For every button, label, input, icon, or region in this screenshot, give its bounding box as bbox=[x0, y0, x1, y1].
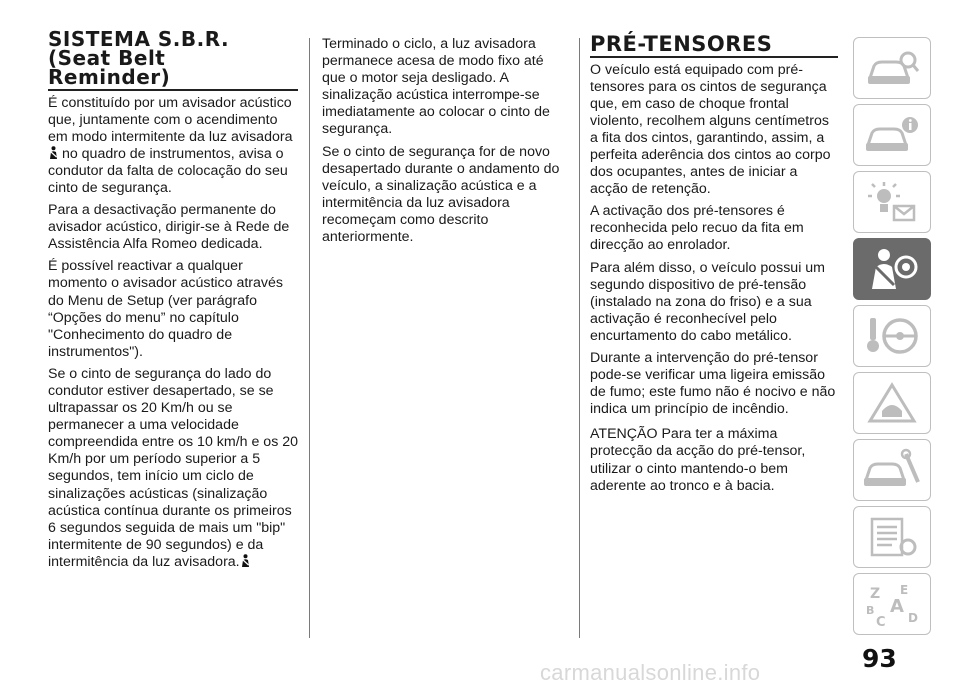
svg-text:A: A bbox=[890, 596, 904, 617]
tab-starting-driving[interactable] bbox=[853, 305, 931, 367]
svg-text:E: E bbox=[900, 583, 909, 597]
pretensores-paragraph-1: O veículo está equipado com pré-tensores para os cintos de segurança que, em caso de choque frontal violento, recolhem alguns centímetros a fita dos cintos, garantindo, assim, a perfeita aderência dos cintos ao corpo dos ocupantes, antes de iniciar a acção de retenção. bbox=[590, 61, 831, 198]
svg-text:C: C bbox=[876, 615, 886, 628]
seatbelt-warning-icon bbox=[240, 554, 250, 568]
steering-wheel-key-icon bbox=[862, 312, 922, 360]
middle-paragraph-2: Se o cinto de segurança for de novo desapertado durante o andamento do veículo, a sinalização acústica e a intermitência da luz avisadora recomeçam como descrito anteriormente. bbox=[322, 143, 560, 246]
tab-emergency[interactable] bbox=[853, 372, 931, 434]
sbr-paragraph-4: Se o cinto de segurança do lado do condutor estiver desapertado, se se ultrapassar os 20 Km/h ou se permanecer a uma velocidade compreendida entre os 10 km/h e os 20 Km/h por um período superior a 5 segundos, tem início um ciclo de sinalizações acústicas (sinalização acústica contínua durante os primeiros 6 segundos seguida de mais um "bip" intermitente de 90 segundos) e da intermitência da luz avisadora. bbox=[48, 365, 299, 570]
sbr-paragraph-1: É constituído por um avisador acústico que, juntamente com o acendimento em modo intermitente da luz avisadora no quadro de instrumentos, avisa o condutor da falta de colocação do seu cinto de segurança. bbox=[48, 94, 293, 196]
pretensores-paragraph-2: A activação dos pré-tensores é reconhecida pelo recuo da fita em direcção ao enrolador. bbox=[590, 203, 804, 254]
tab-dashboard-knowledge[interactable] bbox=[853, 37, 931, 99]
column-divider bbox=[579, 38, 580, 638]
warning-triangle-icon bbox=[862, 379, 922, 427]
pretensores-paragraph-4: Durante a intervenção do pré-tensor pode-se verificar uma ligeira emissão de fumo; este fumo não é nocivo e não indica um princípio de incêndio. bbox=[590, 350, 836, 418]
right-column bbox=[590, 32, 838, 500]
sbr-paragraph-2: Para a desactivação permanente do avisador acústico, dirigir-se à Rede de Assistência Alfa Romeo dedicada. bbox=[48, 202, 290, 253]
svg-text:B: B bbox=[866, 604, 875, 617]
airbag-seatbelt-icon bbox=[862, 245, 922, 293]
pretensores-paragraph-3: Para além disso, o veículo possui um segundo dispositivo de pré-tensão (instalado na zona do friso) e a sua activação é reconhecível pelo encurtamento do cabo metálico. bbox=[590, 259, 825, 344]
sbr-heading: SISTEMA S.B.R. (Seat Belt Reminder) bbox=[48, 27, 230, 89]
left-column bbox=[48, 27, 299, 576]
pretensores-paragraph-5: ATENÇÃO Para ter a máxima protecção da acção do pré-tensor, utilizar o cinto mantendo-o bem aderente ao tronco e à bacia. bbox=[590, 426, 806, 494]
svg-text:Z: Z bbox=[870, 586, 881, 602]
watermark: carmanualsonline.info bbox=[540, 660, 761, 685]
tab-warning-lights[interactable] bbox=[853, 171, 931, 233]
middle-paragraph-1: Terminado o ciclo, a luz avisadora permanece acesa de modo fixo até que o motor seja desligado. A sinalização acústica interrompe-se imediatamente ao colocar o cinto de segurança. bbox=[322, 36, 550, 138]
page-number: 93 bbox=[862, 644, 897, 673]
car-info-icon bbox=[862, 111, 922, 159]
alphabetical-index-icon bbox=[862, 580, 922, 628]
car-search-icon bbox=[862, 44, 922, 92]
pretensores-heading: PRÉ-TENSORES bbox=[590, 32, 773, 56]
specifications-list-icon bbox=[862, 513, 922, 561]
tab-index[interactable] bbox=[853, 573, 931, 635]
tab-safety[interactable] bbox=[853, 238, 931, 300]
middle-column bbox=[322, 36, 568, 251]
chapter-sidebar bbox=[853, 37, 931, 640]
tab-vehicle-info[interactable] bbox=[853, 104, 931, 166]
seatbelt-warning-icon bbox=[48, 146, 58, 160]
sbr-paragraph-3: É possível reactivar a qualquer momento o avisador acústico através do Menu de Setup (ver parágrafo “Opções do menu” no capítulo "Conhecimento do quadro de instrumentos"). bbox=[48, 258, 283, 360]
heading-underline bbox=[590, 56, 838, 58]
svg-text:D: D bbox=[908, 611, 918, 625]
car-service-icon bbox=[862, 446, 922, 494]
tab-maintenance[interactable] bbox=[853, 439, 931, 501]
warning-lights-icon bbox=[862, 178, 922, 226]
tab-technical-data[interactable] bbox=[853, 506, 931, 568]
heading-underline bbox=[48, 89, 298, 91]
column-divider bbox=[309, 38, 310, 638]
